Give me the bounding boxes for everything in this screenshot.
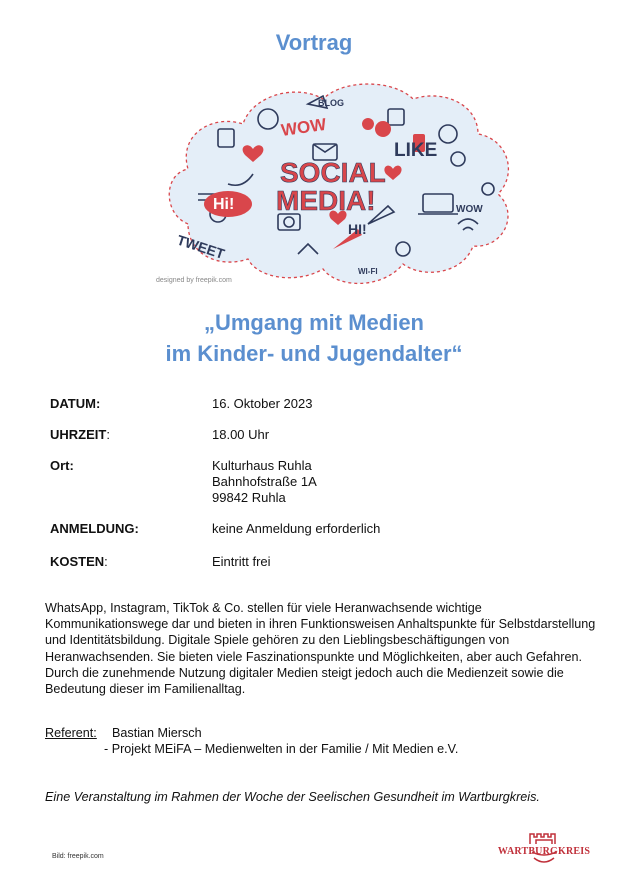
ort-label: Ort: — [50, 458, 74, 473]
illus-word-like: LIKE — [394, 140, 438, 161]
anmeldung-label: ANMELDUNG: — [50, 521, 139, 536]
ort-address — [212, 458, 317, 506]
image-credit: Bild: freepik.com — [52, 853, 104, 860]
referent-project: - Projekt MEiFA – Medienwelten in der Familie / Mit Medien e.V. — [104, 742, 459, 756]
description-paragraph: WhatsApp, Instagram, TikTok & Co. stellen für viele Heranwachsende wichtige Kommunikationswege dar und bieten in ihren Funktionsweisen Anhaltspunkte für Selbstdarstellung und Identitätsbildung. Digitale Spiele gehören zu den Lieblingsbeschäftigungen von Heranwachsenden. Sie bieten viele Faszinationspunkte und Möglichkeiten, aber auch Gefahren. Durch die zunehmende Nutzung digitaler Medien steigt jedoch auch die Medienzeit sowie die Bedeutung dieser im Familienalltag. — [45, 601, 596, 697]
kosten-label: KOSTEN: — [50, 554, 108, 569]
referent-name: Bastian Miersch — [112, 726, 202, 740]
illus-word-media: MEDIA! — [276, 185, 376, 216]
ort-line-2: Bahnhofstraße 1A — [212, 474, 317, 489]
uhrzeit-value: 18.00 Uhr — [212, 427, 270, 442]
social-media-illustration — [158, 74, 524, 298]
event-title-line-2: im Kinder- und Jugendalter“ — [165, 341, 463, 366]
illustration-credit: designed by freepik.com — [156, 277, 232, 284]
illus-word-blog: BLOG — [318, 98, 344, 108]
illus-word-wifi: WI-FI — [358, 267, 378, 276]
referent-label: Referent: — [45, 726, 97, 740]
kosten-value: Eintritt frei — [212, 554, 271, 569]
datum-label: DATUM: — [50, 396, 101, 411]
illus-word-hi-2: HI! — [348, 221, 367, 237]
illus-word-hi: Hi! — [213, 196, 235, 213]
uhrzeit-label: UHRZEIT: — [50, 427, 110, 442]
illus-word-wow-2: WOW — [456, 204, 483, 215]
page-title: Vortrag — [275, 30, 353, 55]
illus-word-tweet: TWEET — [175, 231, 227, 262]
event-title-line-1: „Umgang mit Medien — [203, 310, 424, 335]
illus-word-social: SOCIAL — [280, 157, 386, 188]
datum-value: 16. Oktober 2023 — [212, 396, 313, 411]
anmeldung-value: keine Anmeldung erforderlich — [212, 521, 381, 536]
logo-text: WARTBURGKREIS — [497, 846, 591, 857]
ort-line-3: 99842 Ruhla — [212, 490, 286, 505]
event-note: Eine Veranstaltung im Rahmen der Woche der Seelischen Gesundheit im Wartburgkreis. — [45, 790, 540, 804]
ort-line-1: Kulturhaus Ruhla — [212, 458, 312, 473]
illus-word-wow: WOW — [279, 114, 328, 140]
